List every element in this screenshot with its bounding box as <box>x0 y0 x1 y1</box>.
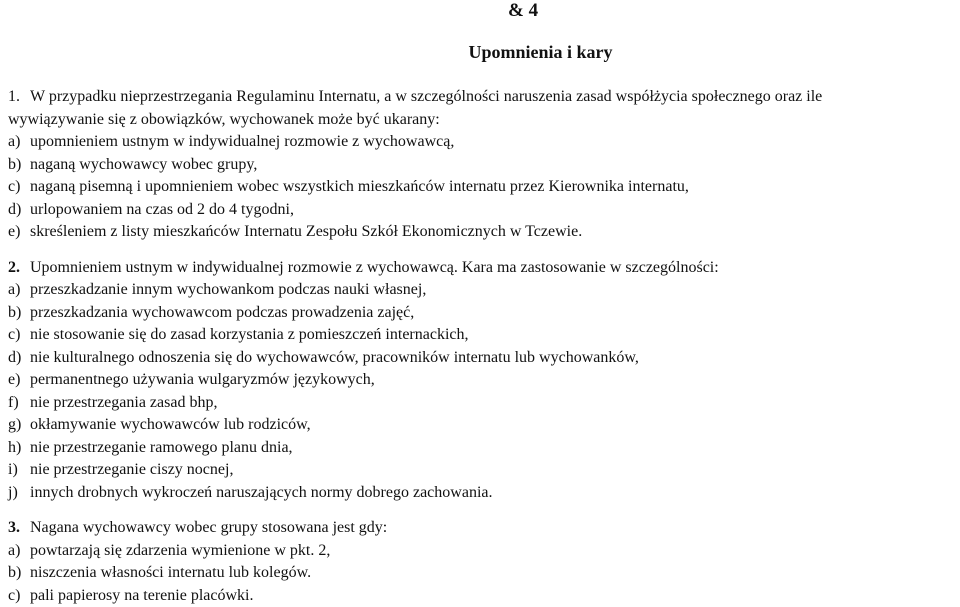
paragraph-1-intro-text: W przypadku nieprzestrzegania Regulaminu Internatu, a w szczególności naruszenia zasad współżycia społecznego oraz ile <box>30 88 822 105</box>
list-item: a) powtarzają się zdarzenia wymienione w pkt. 2, <box>8 540 956 563</box>
paragraph-1-number: 1. <box>8 86 30 109</box>
paragraph-1-intro-continued: wywiązywanie się z obowiązków, wychowanek może być ukarany: <box>8 109 956 132</box>
paragraph-2-intro-text: Upomnieniem ustnym w indywidualnej rozmowie z wychowawcą. Kara ma zastosowanie w szczególności: <box>30 259 719 276</box>
list-item: h) nie przestrzeganie ramowego planu dnia, <box>8 437 956 460</box>
section-number: & 4 <box>508 0 538 22</box>
list-item: d) urlopowaniem na czas od 2 do 4 tygodni, <box>8 199 956 222</box>
paragraph-2-number: 2. <box>8 257 30 280</box>
paragraph-1-intro <box>8 86 956 109</box>
list-item: c) pali papierosy na terenie placówki. <box>8 585 956 607</box>
paragraph-2-intro <box>8 257 956 280</box>
list-item: c) nie stosowanie się do zasad korzystania z pomieszczeń internackich, <box>8 324 956 347</box>
page-title: Upomnienia i kary <box>0 42 960 63</box>
list-item: e) skreśleniem z listy mieszkańców Internatu Zespołu Szkół Ekonomicznych w Tczewie. <box>8 221 956 244</box>
paragraph-3-intro <box>8 517 956 540</box>
paragraph-3-intro-text: Nagana wychowawcy wobec grupy stosowana jest gdy: <box>30 519 387 536</box>
list-item: g) okłamywanie wychowawców lub rodziców, <box>8 414 956 437</box>
list-item: j) innych drobnych wykroczeń naruszających normy dobrego zachowania. <box>8 482 956 505</box>
paragraph-3-number: 3. <box>8 517 30 540</box>
list-item: e) permanentnego używania wulgaryzmów językowych, <box>8 369 956 392</box>
document-body <box>8 86 956 607</box>
list-item: c) naganą pisemną i upomnieniem wobec wszystkich mieszkańców internatu przez Kierownika internatu, <box>8 176 956 199</box>
list-item: b) naganą wychowawcy wobec grupy, <box>8 154 956 177</box>
list-item: f) nie przestrzegania zasad bhp, <box>8 392 956 415</box>
list-item: b) przeszkadzania wychowawcom podczas prowadzenia zajęć, <box>8 302 956 325</box>
list-item: a) upomnieniem ustnym w indywidualnej rozmowie z wychowawcą, <box>8 131 956 154</box>
list-item: b) niszczenia własności internatu lub kolegów. <box>8 562 956 585</box>
list-item: i) nie przestrzeganie ciszy nocnej, <box>8 459 956 482</box>
list-item: a) przeszkadzanie innym wychowankom podczas nauki własnej, <box>8 279 956 302</box>
list-item: d) nie kulturalnego odnoszenia się do wychowawców, pracowników internatu lub wychowanków, <box>8 347 956 370</box>
